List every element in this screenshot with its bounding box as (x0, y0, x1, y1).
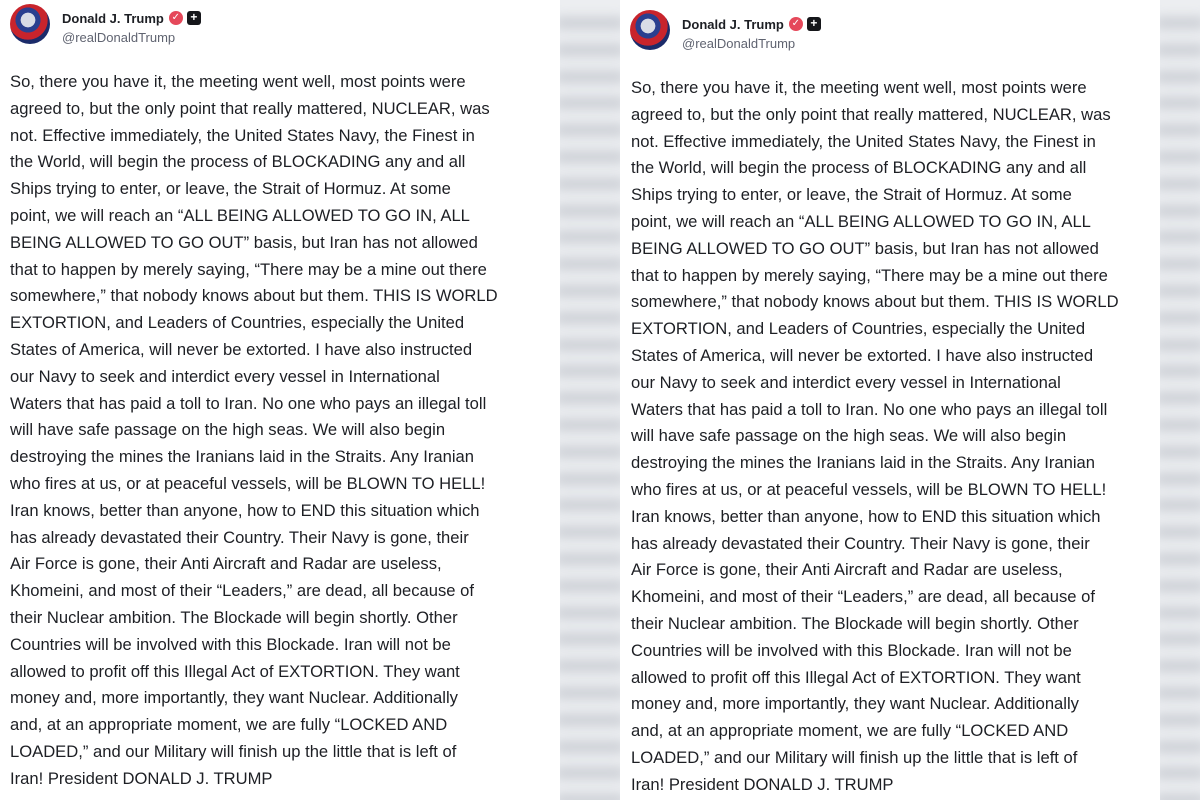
blurred-text-line (560, 259, 620, 269)
blurred-text-line (560, 98, 620, 108)
blurred-text-line (1160, 313, 1200, 323)
post-text-line: EXTORTION, and Leaders of Countries, especially the United (10, 313, 465, 333)
post-text-line: destroying the mines the Iranians laid in the Straits. Any Iranian (631, 453, 1095, 473)
blurred-text-line (560, 125, 620, 135)
post-text-line: Khomeini, and most of their “Leaders,” are dead, all because of (10, 581, 474, 601)
post-text-line: money and, more importantly, they want Nuclear. Additionally (631, 694, 1079, 714)
post-text-line: allowed to profit off this Illegal Act of EXTORTION. They want (10, 661, 460, 681)
blurred-text-line (1160, 527, 1200, 537)
post-text-line: Iran! President DONALD J. TRUMP (631, 774, 894, 794)
post-text-line: Countries will be involved with this Blockade. Iran will not be (10, 634, 451, 654)
post-text-line: Waters that has paid a toll to Iran. No one who pays an illegal toll (631, 399, 1108, 419)
blurred-text-line (560, 795, 620, 800)
post-text-line: agreed to, but the only point that really mattered, NUCLEAR, was (10, 98, 490, 118)
blurred-text-line (1160, 634, 1200, 644)
blurred-text-line (1160, 45, 1200, 55)
blurred-text-line (1160, 500, 1200, 510)
post-text-line: somewhere,” that nobody knows about but them. THIS IS WORLD (10, 286, 498, 306)
post-text-line: Waters that has paid a toll to Iran. No one who pays an illegal toll (10, 393, 487, 413)
post-text-line: not. Effective immediately, the United States Navy, the Finest in (631, 131, 1096, 151)
post-text-line: will have safe passage on the high seas. We will also begin (10, 420, 446, 440)
blurred-text-line (560, 447, 620, 457)
blurred-text-line (560, 554, 620, 564)
blurred-text-line (560, 179, 620, 189)
post-panel-left (0, 0, 560, 800)
blurred-text-line (1160, 581, 1200, 591)
blurred-text-line (1160, 661, 1200, 671)
blurred-text-line (560, 393, 620, 403)
post-text-line: BEING ALLOWED TO GO OUT” basis, but Iran has not allowed (631, 238, 1099, 258)
blurred-text-line (560, 313, 620, 323)
blurred-text-line (1160, 393, 1200, 403)
post-text-line: BEING ALLOWED TO GO OUT” basis, but Iran has not allowed (10, 232, 478, 252)
plus-badge-icon: + (807, 17, 821, 31)
post-text-line: Countries will be involved with this Blockade. Iran will not be (631, 640, 1072, 660)
blurred-text-line (560, 634, 620, 644)
post-text-line: So, there you have it, the meeting went well, most points were (10, 72, 466, 91)
blurred-text-line (1160, 18, 1200, 28)
author-handle[interactable]: @realDonaldTrump (62, 30, 176, 45)
blurred-text-line (1160, 232, 1200, 242)
blurred-text-line (1160, 795, 1200, 800)
blurred-text-line (560, 18, 620, 28)
blurred-text-line (560, 286, 620, 296)
post-text-line: States of America, will never be extorted. I have also instructed (10, 339, 473, 359)
post-text-line: LOADED,” and our Military will finish up the little that is left of (10, 741, 457, 761)
post-text-line: Iran! President DONALD J. TRUMP (10, 768, 273, 788)
post-text-line: Ships trying to enter, or leave, the Strait of Hormuz. At some (631, 185, 1072, 205)
blurred-text-line (1160, 286, 1200, 296)
post-text-line: who fires at us, or at peaceful vessels, will be BLOWN TO HELL! (10, 473, 486, 493)
blurred-text-line (1160, 474, 1200, 484)
plus-badge-icon: + (187, 11, 201, 25)
post-text-line: States of America, will never be extorted. I have also instructed (631, 345, 1094, 365)
author-handle[interactable]: @realDonaldTrump (682, 36, 796, 51)
post-text-line: has already devastated their Country. Their Navy is gone, their (631, 533, 1090, 553)
post-text-line: has already devastated their Country. Their Navy is gone, their (10, 527, 469, 547)
post-text-line: point, we will reach an “ALL BEING ALLOWED TO GO IN, ALL (631, 211, 1091, 231)
blurred-text-line (560, 340, 620, 350)
post-text-line: and, at an appropriate moment, we are fully “LOCKED AND (631, 721, 1069, 741)
verified-badge-icon: ✓ (789, 17, 803, 31)
blurred-text-line (560, 527, 620, 537)
blurred-text-line (1160, 72, 1200, 82)
post-text-line: agreed to, but the only point that really mattered, NUCLEAR, was (631, 104, 1111, 124)
post-text-line: Ships trying to enter, or leave, the Strait of Hormuz. At some (10, 179, 451, 199)
blurred-text-line (1160, 98, 1200, 108)
blurred-text-line (560, 366, 620, 376)
post-text-line: somewhere,” that nobody knows about but them. THIS IS WORLD (631, 292, 1119, 312)
blurred-text-line (560, 500, 620, 510)
blurred-text-line (560, 45, 620, 55)
blurred-text-line (560, 474, 620, 484)
post-header (10, 4, 201, 45)
post-text-line: So, there you have it, the meeting went well, most points were (631, 78, 1087, 97)
post-text-line: not. Effective immediately, the United States Navy, the Finest in (10, 125, 475, 145)
blurred-text-line (1160, 152, 1200, 162)
post-text-line: that to happen by merely saying, “There may be a mine out there (631, 265, 1108, 285)
blurred-text-line (1160, 179, 1200, 189)
post-text-line: destroying the mines the Iranians laid in the Straits. Any Iranian (10, 447, 474, 467)
avatar[interactable] (630, 10, 670, 50)
post-text-line: Air Force is gone, their Anti Aircraft and Radar are useless, (631, 560, 1063, 580)
post-text-line: Air Force is gone, their Anti Aircraft and Radar are useless, (10, 554, 442, 574)
post-header (630, 10, 821, 51)
post-text-line: our Navy to seek and interdict every vessel in International (10, 366, 440, 386)
blurred-text-line (1160, 420, 1200, 430)
post-text-line: will have safe passage on the high seas. We will also begin (631, 426, 1067, 446)
blurred-text-line (560, 581, 620, 591)
verified-badge-icon: ✓ (169, 11, 183, 25)
post-text-line: allowed to profit off this Illegal Act of EXTORTION. They want (631, 667, 1081, 687)
blurred-background-strip (1160, 0, 1200, 800)
blurred-text-line (1160, 340, 1200, 350)
post-text-line: the World, will begin the process of BLOCKADING any and all (10, 152, 466, 172)
post-body (631, 75, 1119, 799)
blurred-text-line (560, 420, 620, 430)
post-body (10, 69, 498, 793)
post-text-line: LOADED,” and our Military will finish up the little that is left of (631, 747, 1078, 767)
blurred-text-line (1160, 259, 1200, 269)
blurred-text-line (560, 768, 620, 778)
post-text-line: their Nuclear ambition. The Blockade will begin shortly. Other (10, 607, 458, 627)
blurred-text-line (560, 206, 620, 216)
post-text-line: the World, will begin the process of BLOCKADING any and all (631, 158, 1087, 178)
post-text-line: money and, more importantly, they want Nuclear. Additionally (10, 688, 458, 708)
blurred-text-line (1160, 715, 1200, 725)
post-text-line: that to happen by merely saying, “There may be a mine out there (10, 259, 487, 279)
blurred-text-line (1160, 688, 1200, 698)
blurred-background-strip (560, 0, 620, 800)
blurred-text-line (1160, 768, 1200, 778)
blurred-text-line (560, 608, 620, 618)
blurred-text-line (560, 72, 620, 82)
author-meta (682, 14, 821, 51)
blurred-text-line (560, 152, 620, 162)
blurred-text-line (560, 715, 620, 725)
author-name[interactable]: Donald J. Trump (62, 10, 164, 26)
blurred-text-line (1160, 125, 1200, 135)
blurred-text-line (1160, 608, 1200, 618)
post-text-line: Iran knows, better than anyone, how to END this situation which (10, 500, 480, 520)
blurred-text-line (1160, 447, 1200, 457)
name-row (62, 8, 201, 28)
blurred-text-line (1160, 366, 1200, 376)
post-text-line: who fires at us, or at peaceful vessels, will be BLOWN TO HELL! (631, 479, 1107, 499)
blurred-text-line (560, 661, 620, 671)
post-text-line: Iran knows, better than anyone, how to END this situation which (631, 506, 1101, 526)
post-panel-right (620, 0, 1160, 800)
name-row (682, 14, 821, 34)
post-text-line: Khomeini, and most of their “Leaders,” are dead, all because of (631, 587, 1095, 607)
post-text-line: their Nuclear ambition. The Blockade will begin shortly. Other (631, 613, 1079, 633)
post-text-line: EXTORTION, and Leaders of Countries, especially the United (631, 319, 1086, 339)
blurred-text-line (560, 232, 620, 242)
author-meta (62, 8, 201, 45)
post-text-line: our Navy to seek and interdict every vessel in International (631, 372, 1061, 392)
blurred-text-line (1160, 742, 1200, 752)
blurred-text-line (1160, 554, 1200, 564)
blurred-text-line (560, 688, 620, 698)
blurred-text-line (560, 742, 620, 752)
post-text-line: point, we will reach an “ALL BEING ALLOWED TO GO IN, ALL (10, 205, 470, 225)
post-text-line: and, at an appropriate moment, we are fully “LOCKED AND (10, 715, 448, 735)
blurred-text-line (1160, 206, 1200, 216)
author-name[interactable]: Donald J. Trump (682, 16, 784, 32)
avatar[interactable] (10, 4, 50, 44)
